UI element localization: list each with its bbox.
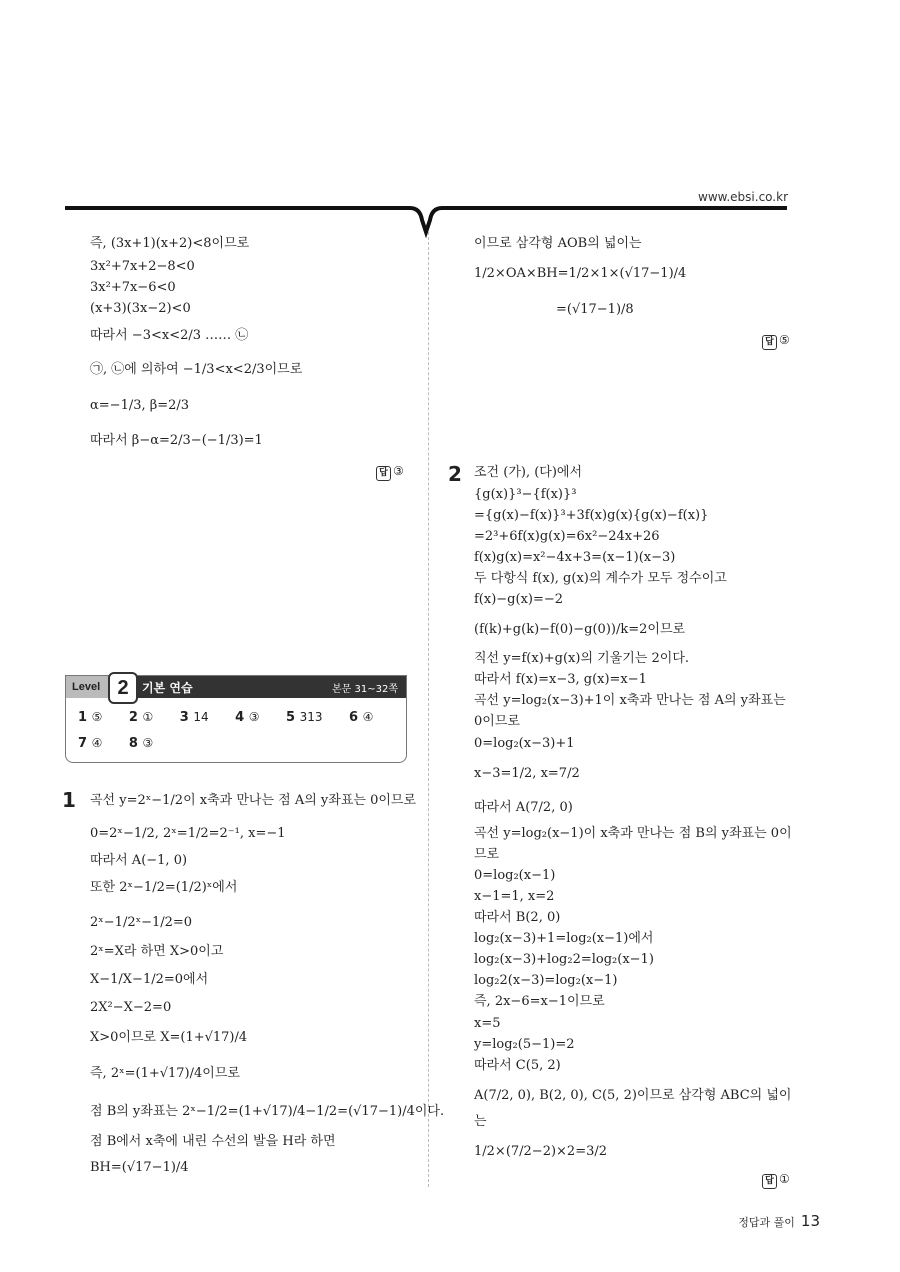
math-line: 직선 y=f(x)+g(x)의 기울기는 2이다. [474, 651, 690, 666]
answer-item: 2 ① [128, 710, 154, 725]
math-line: 0이므로 [474, 714, 520, 729]
math-line: (x+3)(3x−2)<0 [90, 301, 191, 316]
answer-row-1 [78, 710, 395, 725]
problem-number: 1 [62, 788, 76, 812]
answer-mark: 답 ③ [376, 464, 404, 481]
problem-number: 2 [448, 462, 462, 486]
level-answer-box [65, 675, 407, 763]
math-line: 2X²−X−2=0 [90, 1000, 172, 1015]
math-line: ={g(x)−f(x)}³+3f(x)g(x){g(x)−f(x)} [474, 508, 709, 523]
answer-icon: 답 [762, 335, 777, 350]
math-line: 곡선 y=2ˣ−1/2이 x축과 만나는 점 A의 y좌표는 0이므로 [90, 793, 417, 808]
level-title: 기본 연습 [142, 681, 193, 695]
header-rule [0, 0, 900, 240]
math-line: X−1/X−1/2=0에서 [90, 972, 209, 987]
math-line: 므로 [474, 847, 500, 862]
math-line: 또한 2ˣ−1/2=(1/2)ˣ에서 [90, 880, 238, 895]
math-line: BH=(√17−1)/4 [90, 1160, 189, 1175]
math-line: α=−1/3, β=2/3 [90, 398, 190, 413]
math-line: 이므로 삼각형 AOB의 넓이는 [474, 236, 642, 251]
math-line: {g(x)}³−{f(x)}³ [474, 487, 577, 502]
math-line: f(x)g(x)=x²−4x+3=(x−1)(x−3) [474, 550, 676, 565]
level-header [66, 676, 406, 698]
math-line: y=log₂(5−1)=2 [474, 1037, 575, 1052]
footer-label: 정답과 풀이 [738, 1216, 795, 1229]
math-line: 2ˣ−1/2ˣ−1/2=0 [90, 915, 193, 930]
math-line: 0=2ˣ−1/2, 2ˣ=1/2=2⁻¹, x=−1 [90, 826, 286, 841]
math-line: 3x²+7x−6<0 [90, 280, 176, 295]
math-line: 따라서 C(5, 2) [474, 1058, 561, 1073]
math-line: (f(k)+g(k)−f(0)−g(0))/k=2이므로 [474, 622, 686, 637]
math-line: 3x²+7x+2−8<0 [90, 259, 195, 274]
answer-item: 1 ⑤ [78, 710, 103, 725]
math-line: =(√17−1)/8 [556, 302, 634, 317]
math-line: 는 [474, 1114, 487, 1129]
math-line: X>0이므로 X=(1+√17)/4 [90, 1030, 248, 1045]
math-line: x−3=1/2, x=7/2 [474, 766, 580, 781]
answer-item: 5 313 [286, 710, 323, 725]
math-line: 즉, (3x+1)(x+2)<8이므로 [90, 236, 250, 251]
answer-item: 7 ④ [78, 736, 103, 751]
math-line: 즉, 2x−6=x−1이므로 [474, 994, 605, 1009]
math-line: 즉, 2ˣ=(1+√17)/4이므로 [90, 1066, 240, 1081]
answer-item: 3 14 [179, 710, 209, 725]
answer-item: 6 ④ [349, 710, 374, 725]
math-line: 0=log₂(x−1) [474, 868, 556, 883]
math-line: 점 B의 y좌표는 2ˣ−1/2=(1+√17)/4−1/2=(√17−1)/4이다. [90, 1104, 445, 1119]
math-line: ㉠, ㉡에 의하여 −1/3<x<2/3이므로 [90, 362, 303, 377]
math-line: 두 다항식 f(x), g(x)의 계수가 모두 정수이고 [474, 571, 727, 586]
math-line: x=5 [474, 1016, 501, 1031]
answer-icon: 답 [376, 466, 391, 481]
math-line: log₂2(x−3)=log₂(x−1) [474, 973, 618, 988]
math-line: 0=log₂(x−3)+1 [474, 736, 575, 751]
math-line: 따라서 f(x)=x−3, g(x)=x−1 [474, 672, 647, 687]
answer-item: 8 ③ [128, 736, 154, 751]
math-line: 따라서 β−α=2/3−(−1/3)=1 [90, 433, 263, 448]
page-number: 13 [800, 1212, 820, 1230]
answer-item: 4 ③ [235, 710, 260, 725]
math-line: =2³+6f(x)g(x)=6x²−24x+26 [474, 529, 660, 544]
math-line: f(x)−g(x)=−2 [474, 592, 564, 607]
answer-row-2 [78, 736, 175, 751]
level-tag: Level [66, 676, 110, 698]
math-line: 점 B에서 x축에 내린 수선의 발을 H라 하면 [90, 1134, 336, 1149]
math-line: A(7/2, 0), B(2, 0), C(5, 2)이므로 삼각형 ABC의 넓이 [474, 1088, 792, 1103]
math-line: 따라서 A(7/2, 0) [474, 800, 573, 815]
math-line: 따라서 −3<x<2/3 …… ㉡ [90, 328, 249, 343]
math-line: 따라서 A(−1, 0) [90, 853, 188, 868]
math-line: 1/2×OA×BH=1/2×1×(√17−1)/4 [474, 266, 687, 281]
math-line: 조건 (가), (다)에서 [474, 465, 583, 480]
math-line: 곡선 y=log₂(x−1)이 x축과 만나는 점 B의 y좌표는 0이 [474, 826, 792, 841]
answer-icon: 답 [762, 1174, 777, 1189]
math-line: log₂(x−3)+log₂2=log₂(x−1) [474, 952, 654, 967]
level-pages: 본문 31~32쪽 [332, 684, 398, 695]
math-line: x−1=1, x=2 [474, 889, 555, 904]
answer-mark: 답 ① [762, 1172, 790, 1189]
answer-mark: 답 ⑤ [762, 333, 790, 350]
math-line: log₂(x−3)+1=log₂(x−1)에서 [474, 931, 654, 946]
page-footer [738, 1212, 820, 1230]
level-number: 2 [108, 672, 138, 704]
site-url[interactable]: www.ebsi.co.kr [698, 190, 788, 204]
math-line: 2ˣ=X라 하면 X>0이고 [90, 944, 224, 959]
math-line: 따라서 B(2, 0) [474, 910, 561, 925]
math-line: 곡선 y=log₂(x−3)+1이 x축과 만나는 점 A의 y좌표는 [474, 693, 786, 708]
column-separator [428, 232, 429, 1187]
math-line: 1/2×(7/2−2)×2=3/2 [474, 1144, 608, 1159]
